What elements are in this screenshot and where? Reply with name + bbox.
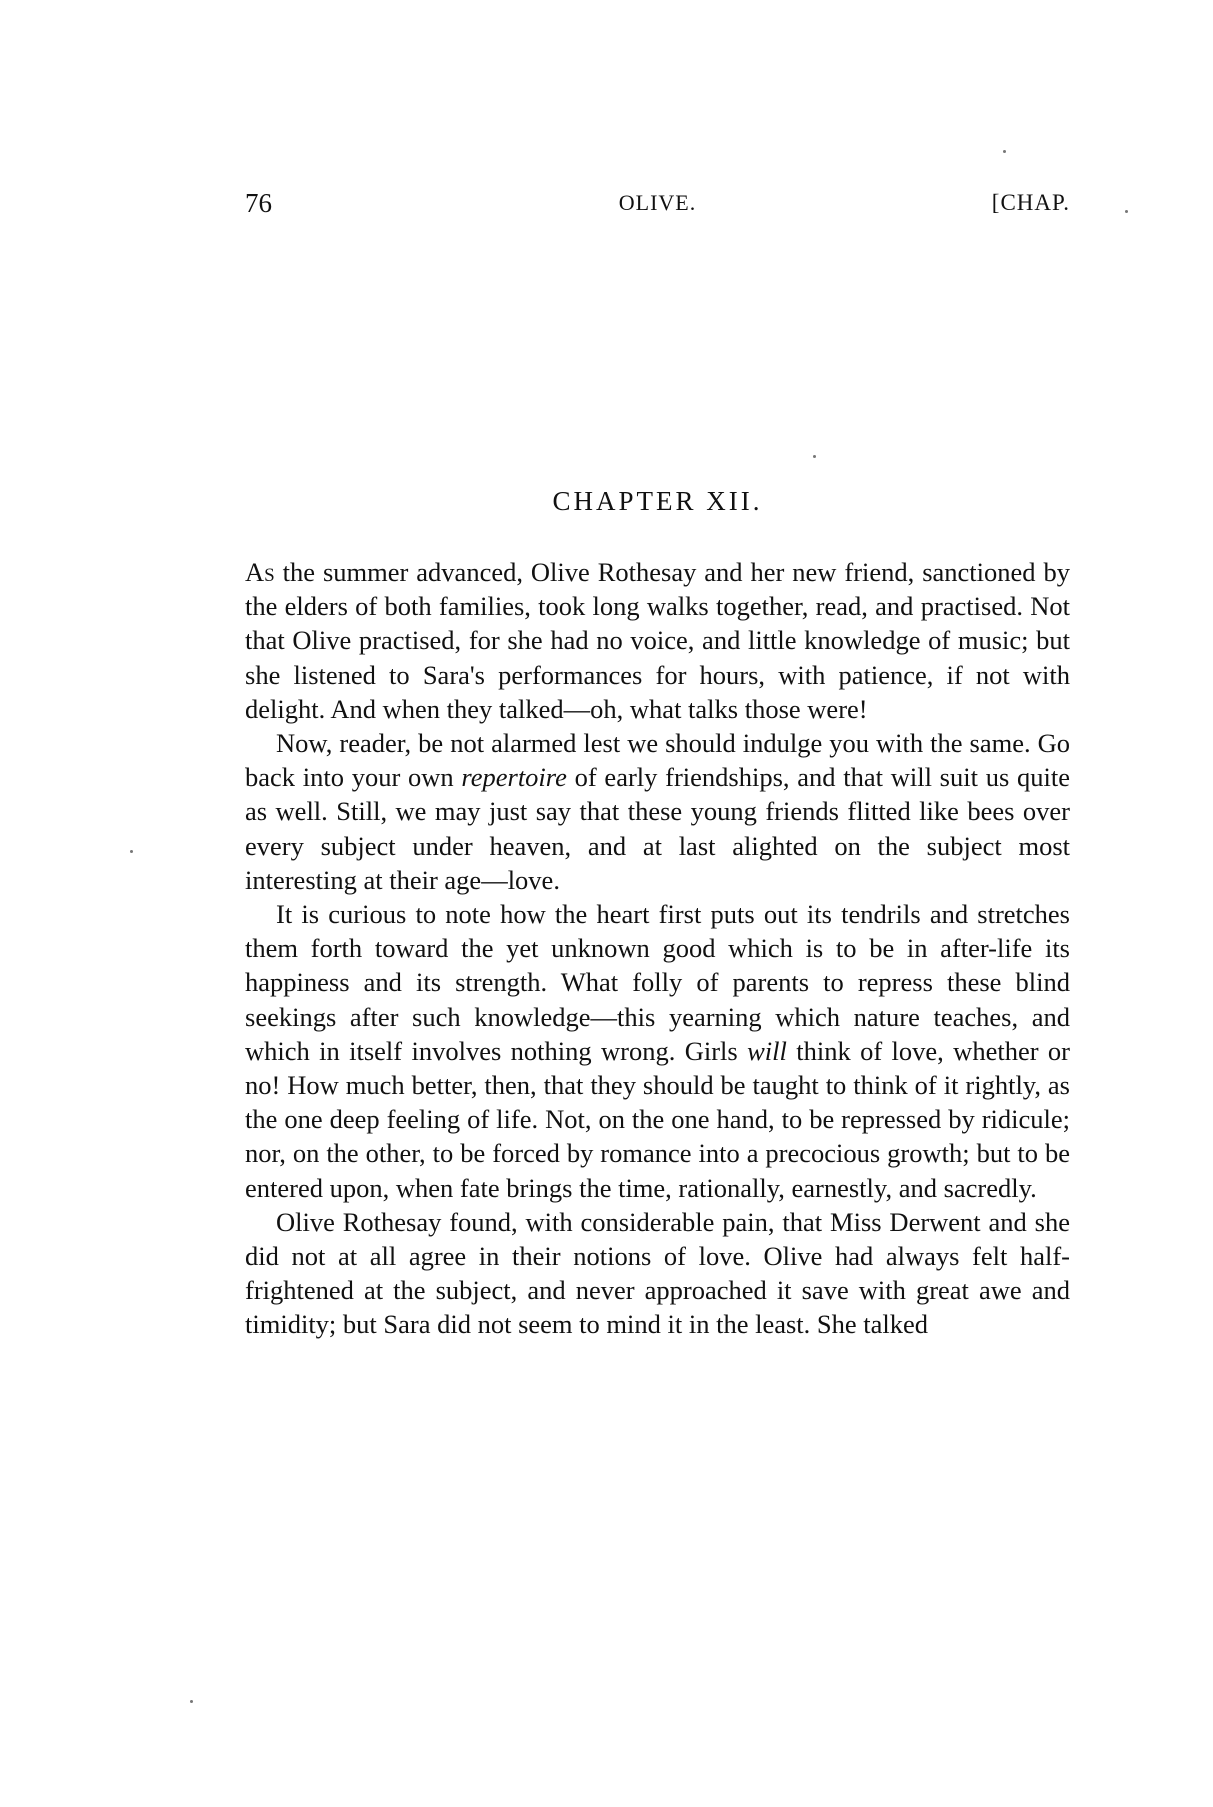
paragraph-4-text: Olive Rothesay found, with considerable pain, that Miss Derwent and she did not at all agree in their notions of love. Olive had always felt half-frightened at the subject, and never approached it save with great awe and timidity; but Sara did not seem to mind it in the least. She talked — [245, 1206, 1070, 1340]
paragraph-2-text-b: of early friendships, and that will suit us quite as well. Still, we may just say that these young friends flitted like bees over every subject under heaven, and at last alighted on the subject most interesting at their age—love. — [245, 762, 1070, 895]
opening-word: As — [245, 557, 275, 587]
paragraph-2-text-a: Now, reader, be not alarmed lest we should indulge you with the same. Go back into your own — [245, 728, 1070, 793]
paragraph-3 — [245, 897, 1070, 1205]
paragraph-2-emphasis: repertoire — [461, 762, 567, 793]
page-number: 76 — [245, 188, 272, 218]
paragraph-3-emphasis: will — [747, 1035, 787, 1066]
paper-speck — [1125, 210, 1128, 213]
running-head — [245, 188, 1070, 228]
running-title: OLIVE. — [618, 190, 697, 215]
paragraph-3-text-a: It is curious to note how the heart first puts out its tendrils and stretches them forth toward the yet unknown good which is to be in after-life its happiness and its strength. What folly of parents to repress these blind seekings after such knowledge—this yearning which nature teaches, and which in itself involves nothing wrong. Girls — [245, 899, 1070, 1066]
paragraph-3-text-b: think of love, whether or no! How much better, then, that they should be taught to think of it rightly, as the one deep feeling of life. Not, on the one hand, to be repressed by ridicule; nor, on the other, to be forced by romance into a precocious growth; but to be entered upon, when fate brings the time, rationally, earnestly, and sacredly. — [245, 1035, 1070, 1203]
running-chapter-label: [CHAP. — [991, 190, 1070, 215]
body-text — [245, 555, 1070, 1342]
paragraph-1-text: the summer advanced, Olive Rothesay and her new friend, sanctioned by the elders of both families, took long walks together, read, and practised. Not that Olive practised, for she had no voice, and little knowledge of music; but she listened to Sara's performances for hours, with patience, if not with delight. And when they talked—oh, what talks those were! — [245, 557, 1070, 724]
chapter-heading: CHAPTER XII. — [552, 486, 763, 516]
paper-speck — [190, 1700, 193, 1703]
paragraph-1 — [245, 555, 1070, 726]
paper-speck — [130, 850, 133, 853]
paper-speck — [813, 455, 816, 458]
paragraph-2 — [245, 726, 1070, 897]
paragraph-4 — [245, 1205, 1070, 1342]
paper-speck — [1003, 150, 1006, 153]
